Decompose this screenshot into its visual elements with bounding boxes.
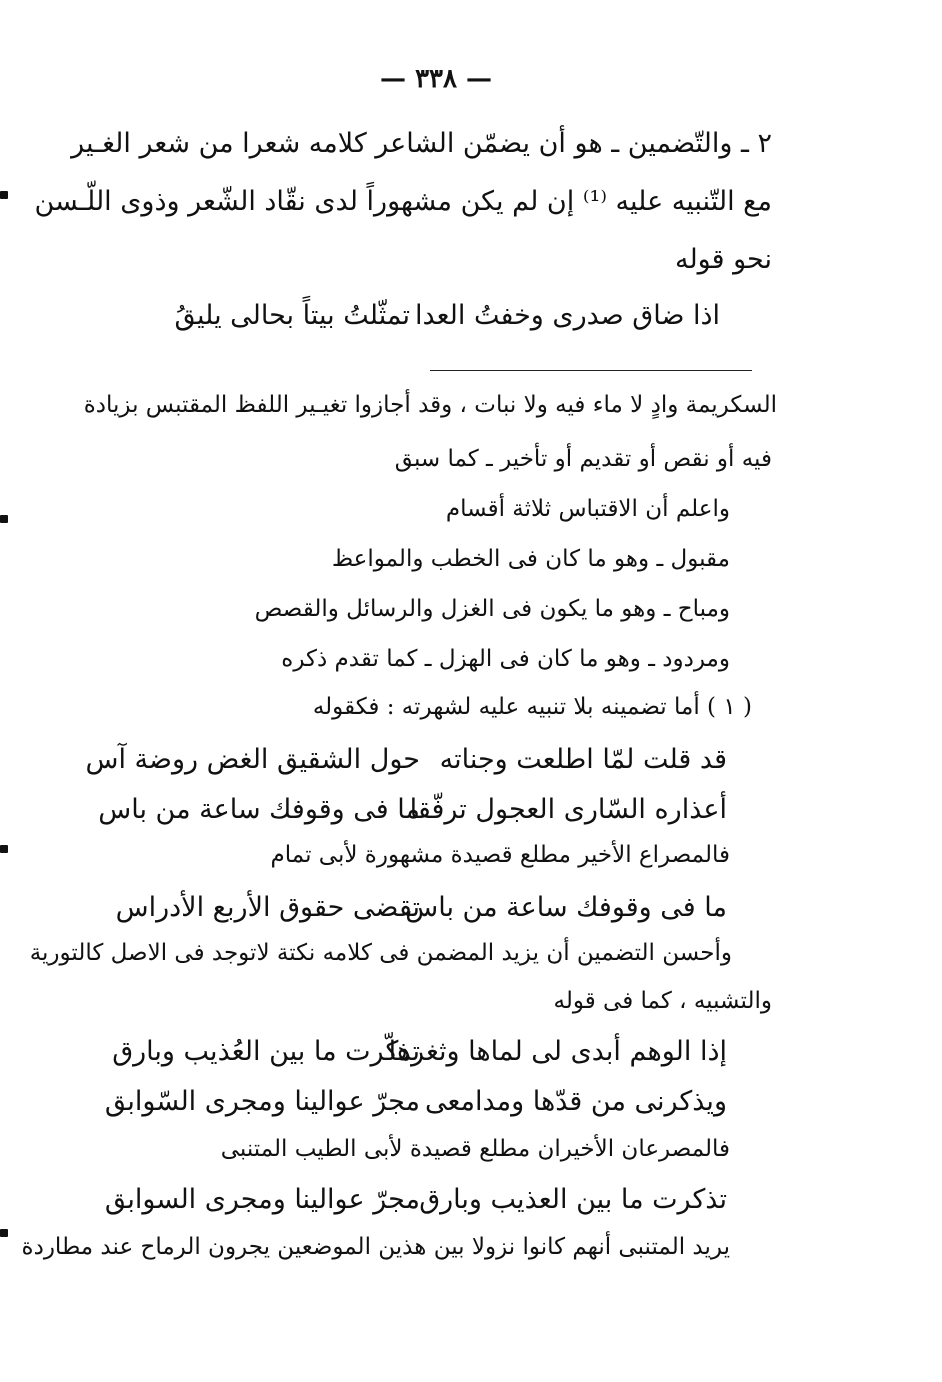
footnote-line-5: ومباح ـ وهو ما يكون فى الغزل والرسائل والقصص [254, 596, 730, 622]
verse-a2-first: أعذاره السّارى العجول ترفّقا [409, 794, 727, 825]
verse-d [0, 1184, 942, 1220]
verse-d-second: مجرّ عوالينا ومجرى السوابق [104, 1184, 420, 1215]
main-line-1: ٢ ـ والتّضمين ـ هو أن يضمّن الشاعر كلامه شعرا من شعر الغـير [71, 128, 772, 159]
note-b-line-1: وأحسن التضمين أن يزيد المضمن فى كلامه نكتة لاتوجد فى الاصل كالتورية [29, 940, 732, 966]
verse-c2-second: مجرّ عوالينا ومجرى السّوابق [104, 1086, 420, 1117]
binding-mark [0, 512, 10, 526]
verse-c2 [0, 1086, 942, 1122]
footnote-line-3: واعلم أن الاقتباس ثلاثة أقسام [445, 496, 730, 522]
verse-b [0, 892, 942, 928]
main-verse [0, 300, 942, 340]
verse-second-hemistich: تمثّلتُ بيتاً بحالى يليقُ [174, 300, 410, 331]
verse-first-hemistich: اذا ضاق صدرى وخفتُ العدا [414, 300, 720, 331]
verse-a1 [0, 744, 942, 780]
verse-c2-first: ويذكرنى من قدّها ومدامعى [425, 1086, 727, 1117]
verse-c1-first: إذا الوهم أبدى لى لماها وثغرها [388, 1036, 727, 1067]
verse-a1-first: قد قلت لمّا اطلعت وجناته [439, 744, 727, 775]
verse-a2 [0, 794, 942, 830]
footnote-line-2: فيه أو نقص أو تقديم أو تأخير ـ كما سبق [394, 446, 772, 472]
note-b-line-2: والتشبيه ، كما فى قوله [553, 988, 772, 1014]
note-a: فالمصراع الأخير مطلع قصيدة مشهورة لأبى تمام [270, 842, 730, 868]
note-c: فالمصرعان الأخيران مطلع قصيدة لأبى الطيب المتنبى [220, 1136, 730, 1162]
binding-mark [0, 842, 10, 856]
footnote-line-1: السكريمة وادٍ لا ماء فيه ولا نبات ، وقد أجازوا تغيـير اللفظ المقتبس بزيادة [83, 392, 777, 418]
verse-c1-second: تذكّرت ما بين العُذيب وبارق [112, 1036, 420, 1067]
page-number: — ٣٣٨ — [380, 64, 493, 94]
note-d: يريد المتنبى أنهم كانوا نزولا بين هذين الموضعين يجرون الرماح عند مطاردة [21, 1234, 730, 1260]
main-line-3: نحو قوله [674, 244, 772, 275]
footnote-line-7: ( ١ ) أما تضمينه بلا تنبيه عليه لشهرته : فكقوله [312, 694, 752, 720]
verse-a2-second: ما فى وقوفك ساعة من باس [98, 794, 420, 825]
footnote-line-6: ومردود ـ وهو ما كان فى الهزل ـ كما تقدم ذكره [281, 646, 730, 672]
verse-b-second: تقضى حقوق الأربع الأدراس [115, 892, 420, 923]
binding-mark [0, 1226, 10, 1240]
verse-b-first: ما فى وقوفك ساعة من باس [405, 892, 727, 923]
footnote-line-4: مقبول ـ وهو ما كان فى الخطب والمواعظ [331, 546, 730, 572]
binding-mark [0, 188, 10, 202]
verse-a1-second: حول الشقيق الغض روضة آس [85, 744, 420, 775]
verse-c1 [0, 1036, 942, 1072]
verse-d-first: تذكرت ما بين العذيب وبارق [419, 1184, 727, 1215]
main-line-2: مع التّنبيه عليه ⁽¹⁾ إن لم يكن مشهوراً لدى نقّاد الشّعر وذوى اللّـسن [34, 186, 772, 217]
footnote-divider [430, 370, 752, 371]
